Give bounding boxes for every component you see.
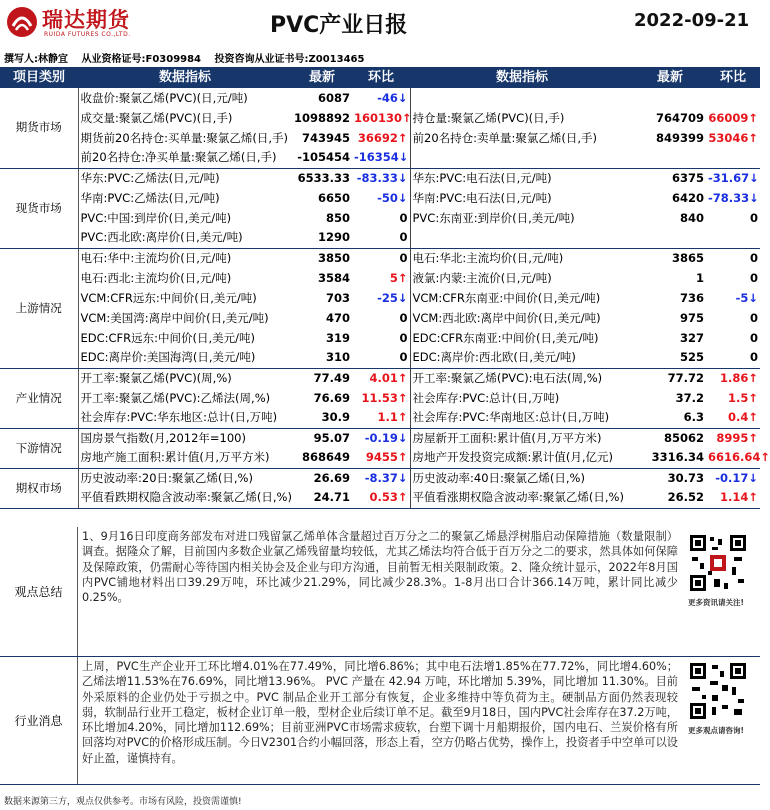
indicator-left-cell: PVC:西北欧:离岸价(日,美元/吨) [78,228,292,248]
indicator-right-cell: 社会库存:PVC:总计(日,万吨) [412,390,560,405]
change-right-cell: 8995↑ [716,430,758,445]
report-header [0,0,760,65]
table-row [0,348,760,368]
latest-right-cell: 3865 [671,250,704,265]
table-row [0,268,760,288]
indicator-left-cell: 开工率:聚氯乙烯(PVC):乙烯法(周,%) [80,390,271,405]
table-row [0,388,760,408]
latest-right-cell: 764709 [655,110,704,125]
summary-text: 1、9月16日印度商务部发布对进口残留氯乙烯单体含量超过百万分之二的聚氯乙烯悬浮树脂启动保障措施（数量限制）调查。据隆众了解，目前国内多数企业氯乙烯残留量均较低，尤其乙烯法均符合低于百万分之二的要求，然具体如何保障及保障政策，仍需耐心等待国内相关协会及企业与印方沟通，目前暂无相关限制政策。2、隆众统计显示，2022年8月国内PVC铺地材料出口39.29万吨，环比减少21.29%，同比减少28.3%。1-8月出口合计366.14万吨，累计同比减少0.25%。 [82,530,678,605]
latest-left-cell: 850 [325,210,350,225]
col-change-left: 环比 [352,67,410,88]
indicator-right-cell: 电石:华北:主流均价(日,元/吨) [412,250,564,265]
indicator-right-cell: 前20名持仓:卖单量:聚氯乙烯(日,手) [412,130,598,145]
table-row [0,428,760,448]
change-right-cell: -0.17↓ [715,470,758,485]
latest-left-cell: 6087 [317,90,350,105]
table-row [0,88,760,108]
change-right-cell: 0 [706,348,760,368]
col-indicator-left: 数据指标 [78,67,292,88]
table-row [0,168,760,188]
indicator-left-cell: VCM:美国湾:离岸中间价(日,美元/吨) [80,310,269,325]
indicator-left-cell: 房地产施工面积:累计值(月,万平方米) [78,448,292,468]
indicator-right-cell: EDC:离岸价:西北欧(日,美元/吨) [410,348,634,368]
indicator-left-cell: 电石:西北:主流均价(日,元/吨) [80,270,232,285]
latest-right-cell: 77.72 [667,370,704,385]
qr-caption-summary: 更多资讯请关注! [688,598,744,607]
latest-right-cell: 975 [679,310,704,325]
latest-right-cell: 3316.34 [634,448,706,468]
table-header-row [0,67,760,88]
change-right-cell: 0.4↑ [706,408,760,428]
latest-right-cell: 6375 [671,170,704,185]
latest-right-cell [634,148,706,168]
table-body [0,88,770,508]
indicator-right-cell: 液氯:内蒙:主流价(日,元/吨) [412,270,552,285]
latest-left-cell: 868649 [292,448,352,468]
change-left-cell: 11.53↑ [352,388,410,408]
industry-news-section [0,657,760,785]
latest-right-cell: 1 [695,270,704,285]
latest-right-cell: 327 [679,330,704,345]
change-left-cell: 0 [352,208,410,228]
latest-left-cell: 30.9 [292,408,352,428]
change-left-cell: -16354↓ [352,148,410,168]
indicator-right-cell: 华南:PVC:电石法(日,元/吨) [412,190,552,205]
indicator-right-cell [410,148,634,168]
indicator-left-cell: 国房景气指数(月,2012年=100) [80,430,246,445]
indicator-left-cell: 社会库存:PVC:华东地区:总计(日,万吨) [78,408,292,428]
category-cell: 期权市场 [0,468,78,508]
change-left-cell: -25↓ [352,288,410,308]
category-cell: 产业情况 [0,368,78,428]
latest-right-cell: 840 [679,210,704,225]
industry-text: 上周，PVC生产企业开工环比增4.01%在77.49%，同比增6.86%；其中电石法增1.85%在77.72%，同比增4.60%；乙烯法增11.53%在76.69%，同比增13.96%。 PVC 产量在 42.94 万吨，环比增加 5.39%，同比增加 11.30%。目前外采原料的企业仍处于亏损之中。PVC 制品企业开工部分有恢复，企业多维持中等负荷为主。硬制品方面仍然表现较弱，软制品行业开工稳定，板材企业订单一般，型材企业后续订单不足。截至9月18日，国内PVC社会库存在37.2万吨，环比增加4.20%，同比增加112.69%；目前亚洲PVC市场需求疲软，台塑下调十月船期报价，国内电石、兰炭价格有所回落均对PVC的价格形成压制。今日V2301合约小幅回落，形态上看，空方仍略占优势，操作上，投资者手中空单可以设好止盈，谨慎持有。 [82,660,678,765]
latest-left-cell: 3584 [317,270,350,285]
qr-code-icon [688,661,748,721]
table-row [0,468,760,488]
change-left-cell: 160130↑ [352,108,410,128]
change-left-cell: 0 [352,228,410,248]
table-row [0,188,760,208]
indicator-left-cell: 成交量:聚氯乙烯(PVC)(日,手) [80,110,233,125]
latest-right-cell: 30.73 [667,470,704,485]
indicator-right-cell: 开工率:聚氯乙烯(PVC):电石法(周,%) [412,370,603,385]
industry-category: 行业消息 [0,657,78,784]
indicator-left-cell: 历史波动率:20日:聚氯乙烯(日,%) [80,470,253,485]
category-cell: 下游情况 [0,428,78,468]
change-right-cell: 0 [749,310,758,325]
indicator-left-cell: 华南:PVC:乙烯法(日,元/吨) [80,190,220,205]
indicator-right-cell: 历史波动率:40日:聚氯乙烯(日,%) [412,470,585,485]
change-right-cell: 0 [749,250,758,265]
table-row [0,448,760,468]
latest-left-cell: 3850 [317,250,350,265]
summary-category: 观点总结 [0,527,78,656]
change-left-cell: -46↓ [352,88,410,108]
report-date: 2022-09-21 [634,10,750,31]
col-latest-left: 最新 [292,67,352,88]
change-left-cell: 0 [352,328,410,348]
indicator-right-cell: 华东:PVC:电石法(日,元/吨) [412,170,552,185]
change-left-cell: 0.53↑ [352,488,410,508]
latest-left-cell: 76.69 [313,390,350,405]
change-right-cell: 1.5↑ [727,390,758,405]
latest-left-cell: -105454 [292,148,352,168]
qr-caption-industry: 更多观点请咨询! [688,726,744,735]
latest-left-cell: 6650 [317,190,350,205]
indicator-left-cell: 前20名持仓:净买单量:聚氯乙烯(日,手) [78,148,292,168]
category-cell: 期货市场 [0,88,78,168]
change-left-cell: 36692↑ [352,128,410,148]
col-category: 项目类别 [0,67,78,88]
indicator-right-cell: PVC:东南亚:到岸价(日,美元/吨) [412,210,575,225]
indicator-right-cell: 社会库存:PVC:华南地区:总计(日,万吨) [410,408,634,428]
latest-right-cell [634,88,706,108]
table-row [0,148,760,168]
latest-left-cell: 24.71 [292,488,352,508]
change-left-cell: 9455↑ [352,448,410,468]
indicator-left-cell: 电石:华中:主流均价(日,元/吨) [80,250,232,265]
change-right-cell: 1.14↑ [706,488,760,508]
latest-left-cell: 95.07 [313,430,350,445]
latest-left-cell: 6533.33 [297,170,350,185]
table-row [0,488,760,508]
indicator-right-cell: 房地产开发投资完成额:累计值(月,亿元) [410,448,634,468]
indicator-right-cell [410,88,634,108]
latest-left-cell: 77.49 [313,370,350,385]
change-left-cell: -8.37↓ [352,468,410,488]
col-indicator-right: 数据指标 [410,67,634,88]
col-change-right: 环比 [706,67,760,88]
latest-right-cell: 849399 [655,130,704,145]
change-right-cell: 53046↑ [708,130,758,145]
indicator-right-cell: 平值看涨期权隐含波动率:聚氯乙烯(日,%) [410,488,634,508]
category-cell: 现货市场 [0,168,78,248]
indicator-left-cell: EDC:CFR远东:中间价(日,美元/吨) [80,330,256,345]
report-title: PVC产业日报 [270,13,408,38]
change-right-cell [706,88,760,108]
table-row [0,128,760,148]
indicator-left-cell: 平值看跌期权隐含波动率:聚氯乙烯(日,%) [78,488,292,508]
latest-right-cell: 736 [679,290,704,305]
latest-right-cell: 26.52 [634,488,706,508]
change-left-cell: 0 [352,308,410,328]
change-left-cell: 1.1↑ [352,408,410,428]
indicator-left-cell: PVC:中国:到岸价(日,美元/吨) [80,210,232,225]
data-table [0,67,770,509]
indicator-left-cell: 华东:PVC:乙烯法(日,元/吨) [80,170,220,185]
indicator-right-cell: 持仓量:聚氯乙烯(PVC)(日,手) [412,110,565,125]
indicator-left-cell: 开工率:聚氯乙烯(PVC)(周,%) [80,370,232,385]
table-row [0,328,760,348]
change-left-cell: 0 [352,248,410,268]
change-right-cell: -78.33↓ [708,190,759,205]
change-left-cell: 5↑ [352,268,410,288]
change-left-cell: -50↓ [352,188,410,208]
latest-left-cell: 1290 [292,228,352,248]
change-right-cell: 0 [749,210,758,225]
indicator-right-cell: VCM:西北欧:离岸中间价(日,美元/吨) [412,310,601,325]
latest-right-cell: 525 [634,348,706,368]
col-latest-right: 最新 [634,67,706,88]
change-left-cell: -0.19↓ [352,428,410,448]
latest-left-cell: 1098892 [294,110,351,125]
latest-right-cell: 6.3 [634,408,706,428]
table-row [0,408,760,428]
change-right-cell: 66009↑ [708,110,758,125]
change-right-cell [706,148,760,168]
table-row [0,368,760,388]
qr-code-icon [688,533,748,593]
latest-left-cell: 310 [292,348,352,368]
latest-left-cell: 703 [325,290,350,305]
change-left-cell: 0 [352,348,410,368]
table-row [0,248,760,268]
company-name: 瑞达期货 [42,8,130,32]
company-english-name: RUIDA FUTURES CO.,LTD. [44,31,131,38]
change-right-cell: -31.67↓ [708,170,759,185]
latest-left-cell: 26.69 [313,470,350,485]
indicator-left-cell: VCM:CFR远东:中间价(日,美元/吨) [80,290,257,305]
disclaimer-footer: 数据来源第三方，观点仅供参考。市场有风险，投资需谨慎! [4,797,242,807]
indicator-right-cell: EDC:CFR东南亚:中间价(日,美元/吨) [412,330,599,345]
table-row [0,108,760,128]
change-left-cell: 4.01↑ [352,368,410,388]
author-line [4,50,374,65]
indicator-left-cell: 收盘价:聚氯乙烯(PVC)(日,元/吨) [80,90,248,105]
author: 撰写人:林静宜 [4,54,68,65]
table-row [0,288,760,308]
latest-left-cell: 743945 [301,130,350,145]
change-right-cell: 6616.64↑ [706,448,760,468]
latest-right-cell: 6420 [671,190,704,205]
change-left-cell: -83.33↓ [352,168,410,188]
latest-right-cell: 85062 [663,430,704,445]
latest-left-cell: 319 [325,330,350,345]
change-right-cell [706,228,760,248]
change-right-cell: -5↓ [735,290,758,305]
indicator-right-cell: VCM:CFR东南亚:中间价(日,美元/吨) [412,290,601,305]
latest-right-cell [634,228,706,248]
category-cell: 上游情况 [0,248,78,368]
company-logo [6,4,156,44]
change-right-cell: 1.86↑ [719,370,758,385]
ruida-logo-icon [6,6,38,38]
table-row [0,308,760,328]
license-number: 从业资格证号:F0309984 [81,54,202,65]
latest-right-cell: 37.2 [675,390,704,405]
indicator-right-cell [410,228,634,248]
summary-section [0,527,760,657]
change-right-cell: 0 [749,270,758,285]
indicator-left-cell: EDC:离岸价:美国海湾(日,美元/吨) [78,348,292,368]
table-row [0,228,760,248]
change-right-cell: 0 [749,330,758,345]
table-row [0,208,760,228]
advisor-license: 投资咨询从业证书号:Z0013465 [214,54,365,65]
indicator-left-cell: 期货前20名持仓:买单量:聚氯乙烯(日,手) [80,130,289,145]
indicator-right-cell: 房屋新开工面积:累计值(月,万平方米) [412,430,602,445]
latest-left-cell: 470 [325,310,350,325]
